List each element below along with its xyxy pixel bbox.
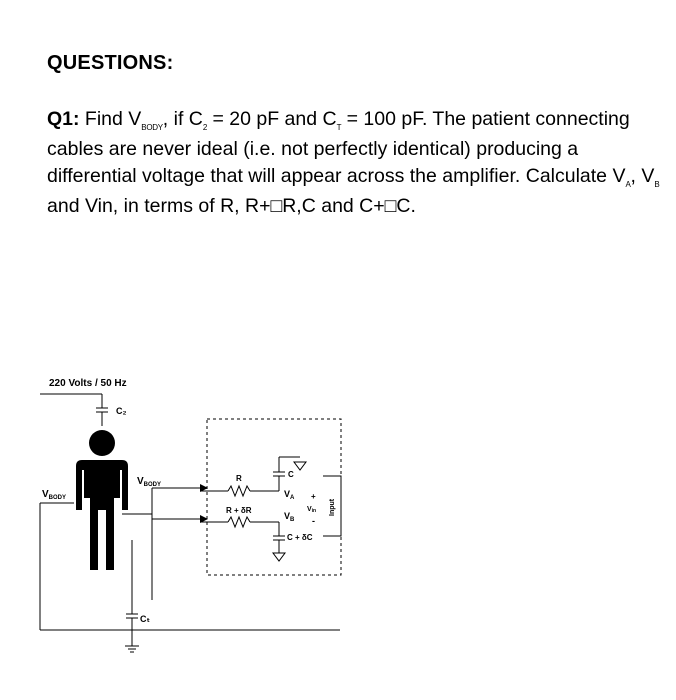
minus-sign: - (312, 516, 315, 526)
ct-label: Cₜ (140, 614, 150, 624)
subscript: B (654, 180, 660, 189)
subscript: 2 (202, 123, 208, 132)
vb-label: $V_B$ (284, 511, 295, 523)
vbody-left-label: $V_{BODY}$ (42, 489, 67, 501)
question-label: Q1: (47, 108, 80, 130)
c-delta-label: C + δC (287, 533, 313, 542)
question-text: , V (630, 165, 655, 187)
page-heading: QUESTIONS: (47, 52, 174, 74)
question-text: = 20 pF and C (207, 108, 337, 130)
input-label: Input (329, 498, 336, 516)
plus-sign: + (311, 492, 316, 501)
r-label: R (236, 474, 242, 483)
patient-figure (76, 430, 128, 570)
c2-label: C₂ (116, 406, 127, 416)
subscript: A (625, 180, 631, 189)
question-text: , if C (162, 108, 203, 130)
va-label: $V_A$ (284, 489, 295, 501)
r-delta-label: R + δR (226, 506, 252, 515)
subscript: T (336, 123, 342, 132)
supply-label: 220 Volts / 50 Hz (49, 378, 127, 389)
vbody-right-label: $V_{BODY}$ (137, 476, 162, 488)
subscript: BODY (141, 123, 163, 132)
question-text: Find V (79, 108, 142, 130)
question-text: and Vin, in terms of R, R+□R,C and C+□C. (47, 195, 416, 217)
vin-label: Vin (307, 506, 317, 514)
question-text: = 100 pF. The patient connecting cables are never ideal (i.e. not perfectly identical) producing a differential voltage that will appear across the amplifier. Calculate V (47, 108, 630, 187)
c-label: C (288, 470, 294, 479)
